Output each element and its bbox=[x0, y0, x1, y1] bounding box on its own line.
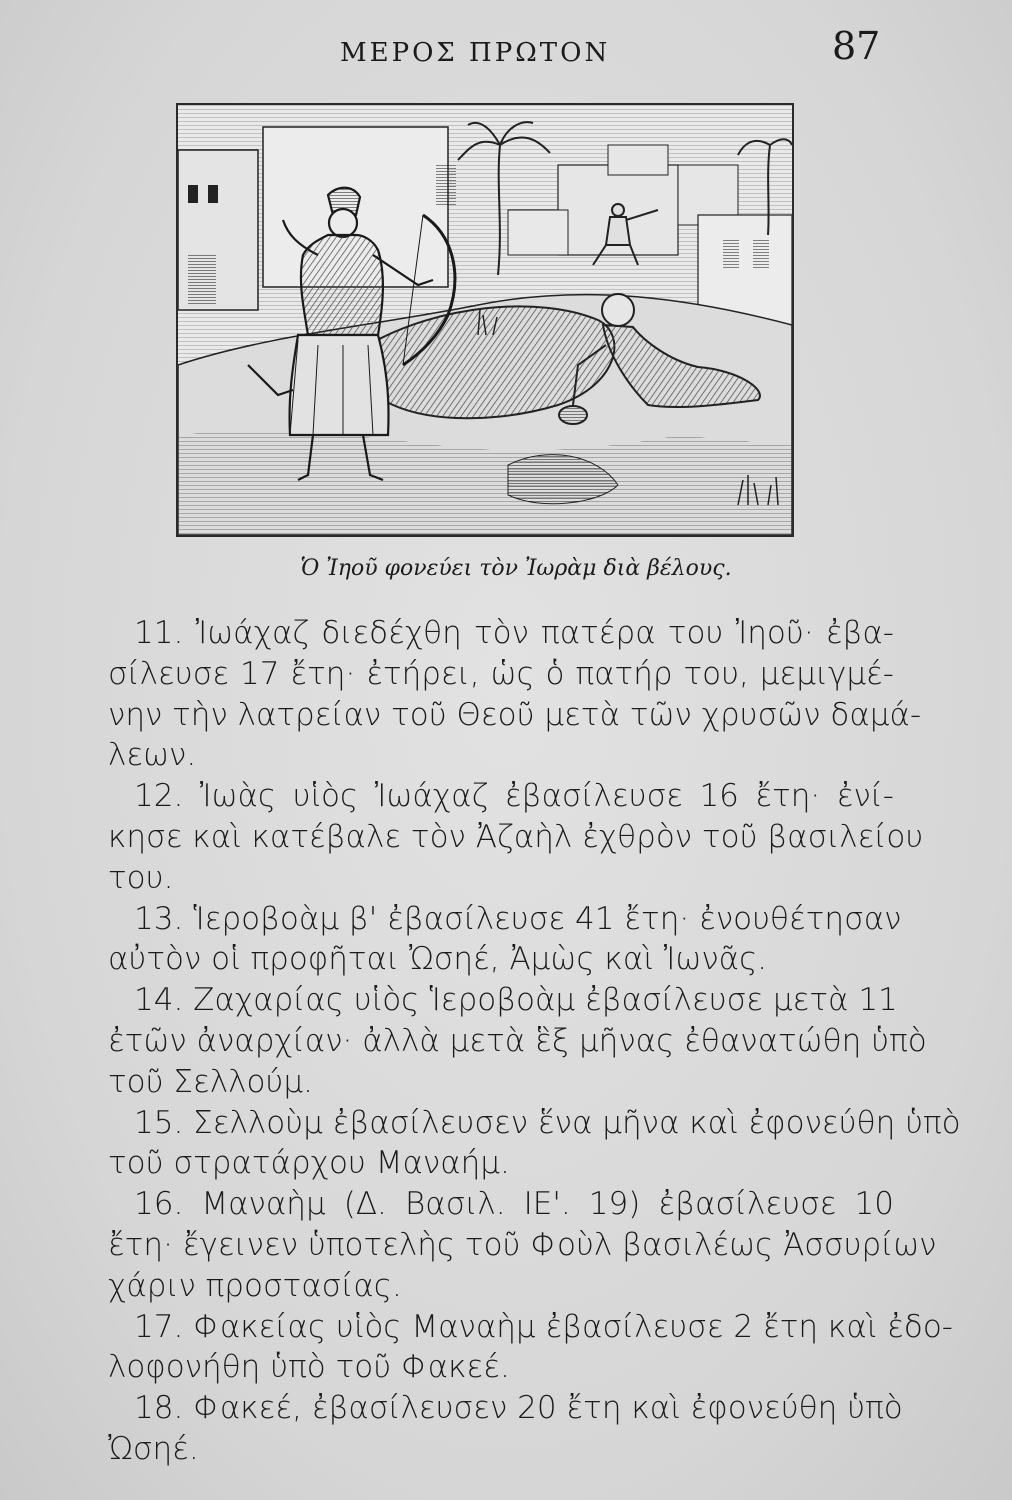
numbered-paragraph bbox=[108, 613, 922, 776]
numbered-paragraph bbox=[108, 899, 902, 981]
figure-caption: Ὁ Ἰηοῦ φονεύει τὸν Ἰωρὰμ διὰ βέλους. bbox=[300, 556, 732, 581]
engraving-drawing bbox=[178, 105, 792, 535]
numbered-paragraph bbox=[108, 1307, 953, 1389]
engraving-illustration bbox=[176, 103, 794, 537]
text-line: Ὠσηέ. bbox=[108, 1430, 199, 1467]
numbered-paragraph bbox=[108, 980, 927, 1102]
text-line: λοφονήθη ὑπὸ τοῦ Φακεέ. bbox=[108, 1349, 510, 1386]
text-line: 11. Ἰωάχαζ διεδέχθη τὸν πατέρα του Ἰηοῦ· ἐβα- bbox=[134, 615, 894, 651]
text-line: χάριν προστασίας. bbox=[108, 1267, 402, 1304]
text-line: του. bbox=[108, 859, 174, 896]
body-text bbox=[108, 613, 961, 1470]
text-line: ἐτῶν ἀναρχίαν· ἀλλὰ μετὰ ἓξ μῆνας ἐθανατώθη ὑπὸ bbox=[108, 1022, 927, 1059]
text-line: 16. Μαναὴμ (Δ. Βασιλ. ΙΕ'. 19) ἐβασίλευσε 10 bbox=[134, 1186, 894, 1223]
text-line: σίλευσε 17 ἔτη· ἐτήρει, ὡς ὁ πατήρ του, μεμιγμέ- bbox=[108, 655, 894, 692]
text-line: κησε καὶ κατέβαλε τὸν Ἀζαὴλ ἐχθρὸν τοῦ βασιλείου bbox=[108, 818, 924, 855]
text-line: 18. Φακεέ, ἐβασίλευσεν 20 ἔτη καὶ ἐφονεύθη ὑπὸ bbox=[134, 1390, 903, 1427]
text-line: 17. Φακείας υἱὸς Μαναὴμ ἐβασίλευσε 2 ἔτη καὶ ἐδο- bbox=[134, 1308, 953, 1345]
text-line: 14. Ζαχαρίας υἱὸς Ἱεροβοὰμ ἐβασίλευσε μετὰ 11 bbox=[134, 982, 898, 1019]
numbered-paragraph bbox=[108, 1388, 903, 1470]
text-line: 15. Σελλοὺμ ἐβασίλευσεν ἕνα μῆνα καὶ ἐφονεύθη ὑπὸ bbox=[134, 1104, 961, 1141]
numbered-paragraph bbox=[108, 1103, 961, 1185]
page-number: 87 bbox=[832, 24, 881, 68]
running-title: ΜΕΡΟΣ ΠΡΩΤΟΝ bbox=[340, 38, 611, 68]
numbered-paragraph bbox=[108, 1184, 937, 1306]
text-line: 12. Ἰωὰς υἱὸς Ἰωάχαζ ἐβασίλευσε 16 ἔτη· ἐνί- bbox=[134, 778, 894, 815]
text-line: αὐτὸν οἱ προφῆται Ὠσηέ, Ἀμὼς καὶ Ἰωνᾶς. bbox=[108, 941, 768, 978]
text-line: λεων. bbox=[108, 737, 197, 774]
text-line: ἔτη· ἔγεινεν ὑποτελὴς τοῦ Φοὺλ βασιλέως Ἀσσυρίων bbox=[108, 1226, 937, 1263]
numbered-paragraph bbox=[108, 776, 924, 898]
text-line: τοῦ στρατάρχου Μαναήμ. bbox=[108, 1145, 510, 1182]
text-line: νην τὴν λατρείαν τοῦ Θεοῦ μετὰ τῶν χρυσῶν δαμά- bbox=[108, 696, 922, 733]
text-line: τοῦ Σελλούμ. bbox=[108, 1063, 313, 1100]
text-line: 13. Ἱεροβοὰμ β' ἐβασίλευσε 41 ἔτη· ἐνουθέτησαν bbox=[134, 900, 902, 937]
